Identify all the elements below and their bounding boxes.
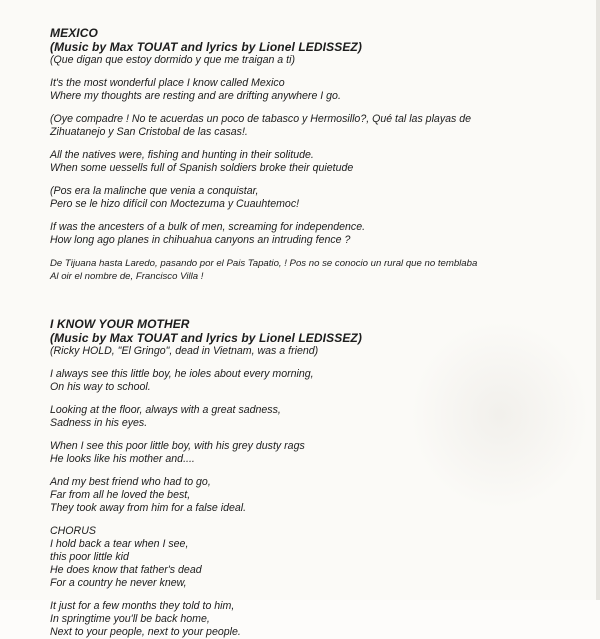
- stanza: [50, 257, 590, 283]
- stanza: [50, 221, 590, 247]
- song-title: I KNOW YOUR MOTHER: [50, 317, 190, 331]
- lyric-line: I always see this little boy, he ioles about every morning,: [50, 368, 314, 380]
- lyric-line: Zihuatanejo y San Cristobal de las casas!.: [50, 126, 248, 138]
- stanza-chorus: [50, 525, 590, 590]
- lyric-line: Pero se le hizo difícil con Moctezuma y Cuauhtemoc!: [50, 198, 300, 210]
- lyric-line: They took away from him for a false ideal.: [50, 502, 247, 514]
- stanza: [50, 185, 590, 211]
- lyric-line: How long ago planes in chihuahua canyons an intruding fence ?: [50, 234, 351, 246]
- lyric-line: And my best friend who had to go,: [50, 476, 211, 488]
- lyric-line: If was the ancesters of a bulk of men, screaming for independence.: [50, 221, 366, 233]
- song-title: MEXICO: [50, 26, 98, 40]
- song-i-know-your-mother: [50, 317, 590, 639]
- lyric-line: He does know that father's dead: [50, 564, 202, 576]
- lyric-line: De Tijuana hasta Laredo, pasando por el Pais Tapatio, ! Pos no se conocio un rural que no temblaba: [50, 258, 478, 269]
- song-subtitle: (Que digan que estoy dormido y que me traigan a ti): [50, 54, 295, 66]
- stanza: [50, 113, 590, 139]
- lyric-line: For a country he never knew,: [50, 577, 187, 589]
- lyric-line: this poor little kid: [50, 551, 129, 563]
- lyric-line: Al oir el nombre de, Francisco Villa !: [50, 271, 204, 282]
- stanza: [50, 440, 590, 466]
- lyric-line: Where my thoughts are resting and are drifting anywhere I go.: [50, 90, 341, 102]
- lyric-line: On his way to school.: [50, 381, 151, 393]
- lyric-line: He looks like his mother and....: [50, 453, 195, 465]
- lyric-line: Looking at the floor, always with a great sadness,: [50, 404, 281, 416]
- stanza: [50, 77, 590, 103]
- stanza: [50, 368, 590, 394]
- lyric-line: When I see this poor little boy, with his grey dusty rags: [50, 440, 305, 452]
- lyric-line: Sadness in his eyes.: [50, 417, 148, 429]
- page-fold-edge: [596, 0, 600, 600]
- lyric-line: Next to your people, next to your people.: [50, 626, 241, 638]
- lyric-line: (Pos era la malinche que venia a conquistar,: [50, 185, 259, 197]
- lyric-line: It's the most wonderful place I know called Mexico: [50, 77, 285, 89]
- song-mexico: [50, 26, 590, 283]
- stanza: [50, 149, 590, 175]
- lyric-line: I hold back a tear when I see,: [50, 538, 189, 550]
- song-subtitle: (Ricky HOLD, "El Gringo", dead in Vietnam, was a friend): [50, 345, 319, 357]
- lyric-line: All the natives were, fishing and hunting in their solitude.: [50, 149, 314, 161]
- lyrics-content: [50, 26, 590, 639]
- lyric-line: (Oye compadre ! No te acuerdas un poco de tabasco y Hermosillo?, Qué tal las playas de: [50, 113, 472, 125]
- lyric-line: In springtime you'll be back home,: [50, 613, 210, 625]
- chorus-label: CHORUS: [50, 525, 96, 537]
- song-credits: (Music by Max TOUAT and lyrics by Lionel LEDISSEZ): [50, 331, 362, 345]
- stanza: [50, 404, 590, 430]
- lyric-line: Far from all he loved the best,: [50, 489, 191, 501]
- lyric-line: It just for a few months they told to him,: [50, 600, 235, 612]
- song-credits: (Music by Max TOUAT and lyrics by Lionel LEDISSEZ): [50, 40, 362, 54]
- stanza: [50, 600, 590, 639]
- stanza: [50, 476, 590, 515]
- lyric-line: When some uessells full of Spanish soldiers broke their quietude: [50, 162, 354, 174]
